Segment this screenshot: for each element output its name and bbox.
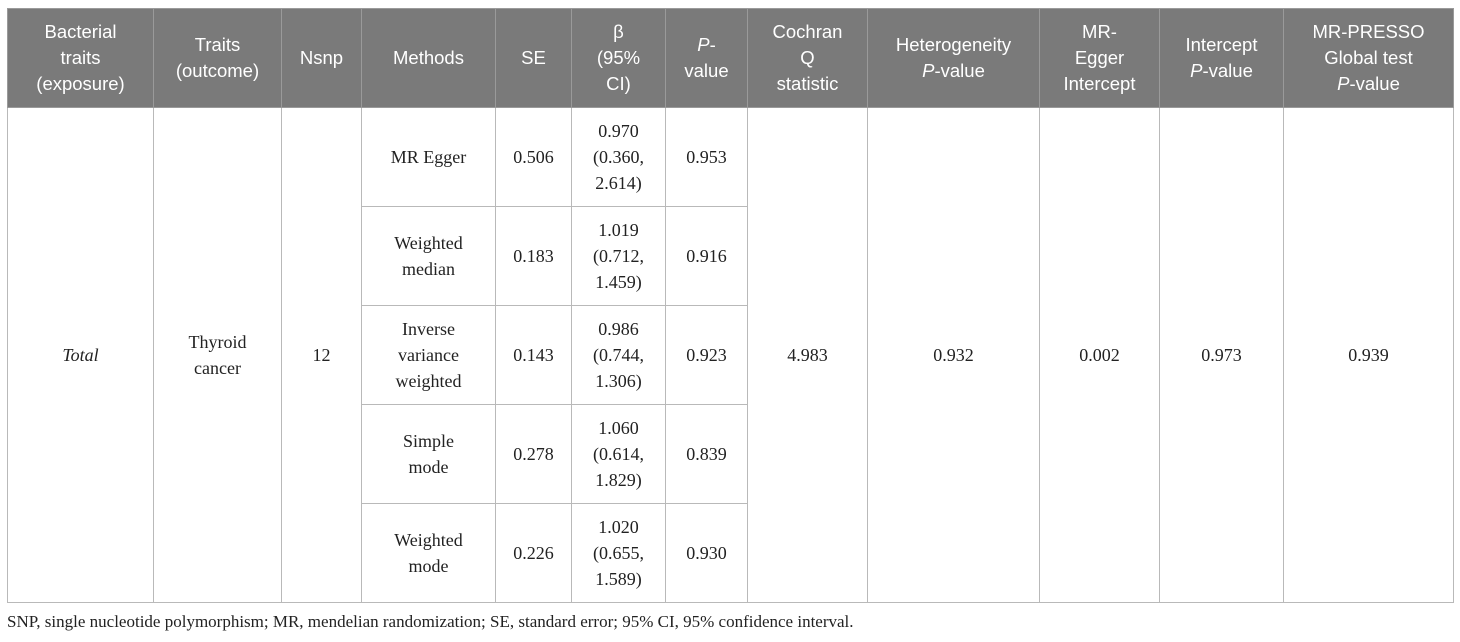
p-value-cell: 0.839	[666, 405, 748, 504]
p-value-cell: 0.930	[666, 504, 748, 603]
nsnp-cell: 12	[282, 108, 362, 603]
header-row	[8, 9, 1454, 108]
se-cell: 0.226	[496, 504, 572, 603]
header-intercept-p: Intercept P-value	[1160, 9, 1284, 108]
table-row	[8, 108, 1454, 207]
header-traits-outcome: Traits (outcome)	[154, 9, 282, 108]
method-cell: Weighted mode	[362, 504, 496, 603]
outcome-cell: Thyroid cancer	[154, 108, 282, 603]
p-value-cell: 0.953	[666, 108, 748, 207]
header-nsnp: Nsnp	[282, 9, 362, 108]
se-cell: 0.278	[496, 405, 572, 504]
header-egger-intercept: MR- Egger Intercept	[1040, 9, 1160, 108]
heterogeneity-p-cell: 0.932	[868, 108, 1040, 603]
intercept-p-cell: 0.973	[1160, 108, 1284, 603]
beta-cell: 0.970 (0.360, 2.614)	[572, 108, 666, 207]
cochran-q-cell: 4.983	[748, 108, 868, 603]
header-beta: β (95% CI)	[572, 9, 666, 108]
method-cell: Simple mode	[362, 405, 496, 504]
egger-intercept-cell: 0.002	[1040, 108, 1160, 603]
se-cell: 0.143	[496, 306, 572, 405]
beta-cell: 1.019 (0.712, 1.459)	[572, 207, 666, 306]
results-table	[7, 8, 1454, 603]
p-value-cell: 0.923	[666, 306, 748, 405]
method-cell: Inverse variance weighted	[362, 306, 496, 405]
beta-cell: 0.986 (0.744, 1.306)	[572, 306, 666, 405]
method-cell: Weighted median	[362, 207, 496, 306]
header-se: SE	[496, 9, 572, 108]
exposure-cell: Total	[8, 108, 154, 603]
header-methods: Methods	[362, 9, 496, 108]
se-cell: 0.506	[496, 108, 572, 207]
beta-cell: 1.060 (0.614, 1.829)	[572, 405, 666, 504]
table-footnote: SNP, single nucleotide polymorphism; MR, mendelian randomization; SE, standard error; 95% CI, 95% confidence interval.	[7, 612, 854, 631]
beta-cell: 1.020 (0.655, 1.589)	[572, 504, 666, 603]
presso-p-cell: 0.939	[1284, 108, 1454, 603]
header-cochran-q: Cochran Q statistic	[748, 9, 868, 108]
header-bacterial-traits: Bacterial traits (exposure)	[8, 9, 154, 108]
se-cell: 0.183	[496, 207, 572, 306]
p-value-cell: 0.916	[666, 207, 748, 306]
method-cell: MR Egger	[362, 108, 496, 207]
header-presso-p: MR-PRESSO Global test P-value	[1284, 9, 1454, 108]
header-p-value: P- value	[666, 9, 748, 108]
header-heterogeneity-p: Heterogeneity P-value	[868, 9, 1040, 108]
